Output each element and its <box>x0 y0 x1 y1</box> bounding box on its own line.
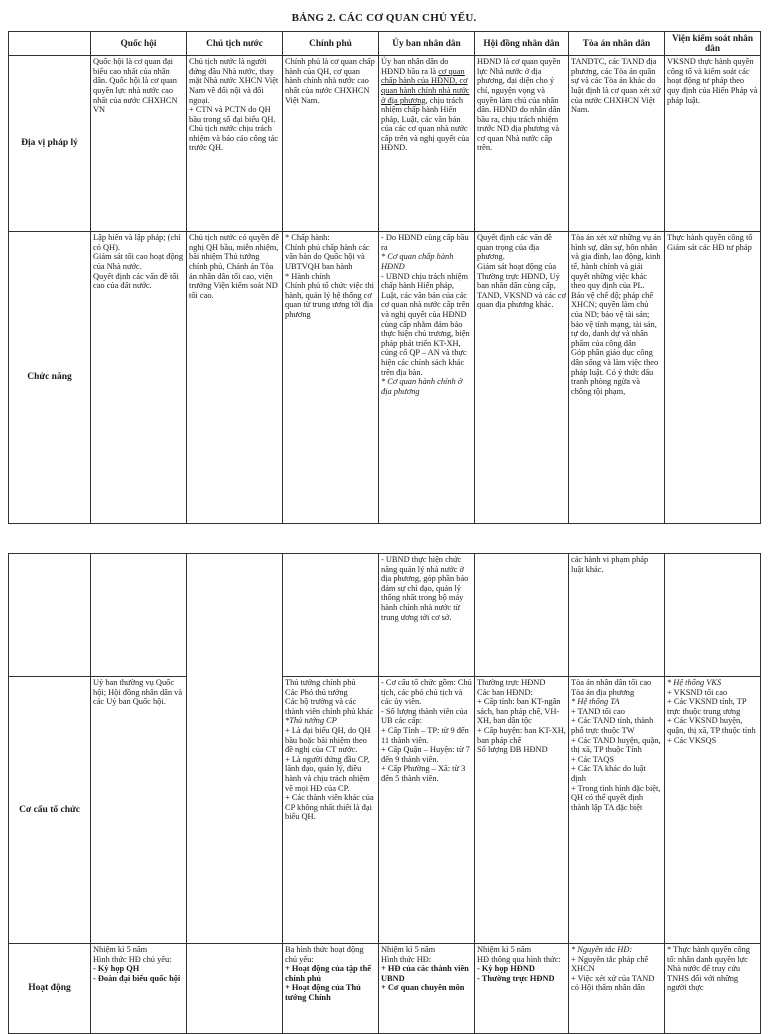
header-toa-an: Tòa án nhân dân <box>569 32 665 56</box>
cell <box>91 944 187 1034</box>
cell <box>569 677 665 944</box>
cell <box>665 554 761 677</box>
cell <box>91 677 187 944</box>
cell-line: * Hành chính <box>285 271 331 281</box>
cell-line: Thực hành quyền công tố <box>667 233 753 243</box>
cell <box>283 944 379 1034</box>
cell-line: Các ban HĐND: <box>477 687 533 697</box>
cell-line: + Việc xét xử của TAND có Hội thẩm nhân dân <box>571 973 655 993</box>
cell-line: + VKSND tối cao <box>667 687 728 697</box>
cell-line: + Là người đứng đầu CP, lãnh đạo, quản lý, điều hành và chịu trách nhiệm về mọi HĐ của CP. <box>285 754 370 793</box>
cell-line: HĐND là cơ quan quyền lực Nhà nước ở địa phương, đại diện cho ý chí, nguyện vọng và quyền làm chủ của nhân dân. HĐND do nhân dân bầu ra, chịu trách nhiệm trước ND địa phương và cơ quan Nhà nước cấp trên. <box>477 57 561 153</box>
cell-line: * Cơ quan chấp hành HĐND <box>381 252 454 271</box>
cell-line: Thường trực HĐND <box>477 678 546 687</box>
cell <box>569 232 665 524</box>
cell <box>569 554 665 677</box>
cell-line: Bảo vệ chế độ; pháp chế XHCN; quyền làm chủ của ND; bảo vệ tài sản; bảo vệ tính mạng, tài sản, tự do, danh dự và nhân phẩm của công dân <box>571 290 657 348</box>
cell-line: VKSND thực hành quyền công tố và kiểm soát các hoạt động tư pháp theo quy định của Hiến Pháp và pháp luật. <box>667 57 758 105</box>
cell-line: - Do HĐND cùng cấp bầu ra <box>381 233 469 252</box>
cell-line: * Thực hành quyền công tố: nhân danh quyền lực Nhà nước để truy cứu TNHS đối với những người thực <box>667 945 750 993</box>
cell-line: Giám sát hoạt động của Thường trực HĐND, Uỷ ban nhân dân cùng cấp, TAND, VKSND và các cơ quan địa phương khác. <box>477 261 566 310</box>
row-label-function: Chức năng <box>9 232 91 524</box>
cell-line: * Hệ thống VKS <box>667 678 722 687</box>
cell-line: Chính phủ chấp hành các văn bản do Quốc hội và UBTVQH ban hành <box>285 242 370 271</box>
cell-line: Các bộ trưởng và các thành viên chính phủ khác <box>285 697 374 716</box>
cell-line: * Chấp hành: <box>285 233 330 243</box>
cell-line: Chủ tịch nước có quyền đề nghị QH bầu, miễn nhiệm, bãi nhiệm Thủ tướng chính phủ, Chánh án Tòa án nhân dân tối cao, viện trưởng Viện kiểm soát ND tối cao. <box>189 233 280 300</box>
cell <box>91 554 187 677</box>
cell-line: + Cơ quan chuyên môn <box>381 983 465 993</box>
cell-line: - UBND thực hiện chức năng quản lý nhà nước ở địa phương, góp phần bảo đảm sự chỉ đạo, quản lý thống nhất trong bộ máy hành chính nhà nước từ trung ương tới cơ sở. <box>381 555 469 622</box>
cell-line: Thủ tướng chính phủ <box>285 678 356 687</box>
cell-line: + Là đại biểu QH, do QH bầu hoặc bãi nhiệm theo đề nghị của CT nước. <box>285 725 371 755</box>
row-label-empty <box>9 554 91 677</box>
header-hdnd: Hội đồng nhân dân <box>475 32 569 56</box>
table-row-function-cont <box>9 554 761 677</box>
cell-line: các hành vi phạm pháp luật khác. <box>571 555 649 574</box>
cell-line: Nhiệm kì 5 năm <box>381 945 436 954</box>
cell <box>283 554 379 677</box>
cell-line: - Đoàn đại biểu quốc hội <box>93 973 181 983</box>
cell-line: Ba hình thức hoạt động chủ yếu: <box>285 945 364 964</box>
cell-line: + TAND tối cao <box>571 706 625 716</box>
cell-line: Lập hiến và lập pháp; (chỉ có QH). <box>93 233 181 252</box>
table-row-structure <box>9 677 761 944</box>
cell <box>283 232 379 524</box>
header-chu-tich-nuoc: Chủ tịch nước <box>187 32 283 56</box>
cell-line: + Cấp Phường – Xã: từ 3 đến 5 thành viên. <box>381 764 466 783</box>
cell <box>665 232 761 524</box>
cell <box>283 56 379 232</box>
cell-line: + CTN và PCTN do QH bầu trong số đại biểu QH. <box>189 105 276 124</box>
cell-line: Tòa án xét xử những vụ án hình sự, dân sự, hôn nhân và gia đình, lao động, kinh tế, hành chính và giải quyết những việc khác theo quy định của PL. <box>571 233 662 291</box>
cell-line: + Các VKSND tỉnh, TP trực thuộc trung ương <box>667 697 747 716</box>
cell <box>187 944 283 1034</box>
cell-line: + Hoạt động của tập thể chính phủ <box>285 964 371 983</box>
cell-line: Chủ tịch nước chịu trách nhiệm và báo cáo công tác trước QH. <box>189 124 279 153</box>
cell <box>475 56 569 232</box>
cell <box>379 56 475 232</box>
cell-line: Giám sát tối cao hoạt động của Nhà nước. <box>93 252 184 271</box>
table-row-activity <box>9 944 761 1034</box>
cell-line: + Cấp Tỉnh – TP: từ 9 đến 11 thành viên. <box>381 725 469 745</box>
cell <box>475 944 569 1034</box>
header-quoc-hoi: Quốc hội <box>91 32 187 56</box>
header-chinh-phu: Chính phủ <box>283 32 379 56</box>
cell <box>475 232 569 524</box>
cell-line: + Các VKSND huyện, quận, thị xã, TP thuộc tỉnh <box>667 716 756 735</box>
cell-line: Uỷ ban thường vụ Quốc hội; Hội đồng nhân dân và các Uỷ ban Quốc hội. <box>93 678 183 707</box>
cell-line: + Cấp tỉnh: ban KT-ngân sách, ban pháp chế, VH-XH, ban dân tộc <box>477 697 561 726</box>
cell <box>569 56 665 232</box>
row-label-activity: Hoạt động <box>9 944 91 1034</box>
cell-line: Tòa án địa phương <box>571 687 635 697</box>
cell-line: HĐ thông qua hình thức: <box>477 954 561 964</box>
cell <box>283 677 379 944</box>
table-row-function <box>9 232 761 524</box>
cell-line: - Số lượng thành viên của UB các cấp: <box>381 706 468 726</box>
cell-line: + Nguyên tắc pháp chế XHCN <box>571 954 649 974</box>
cell-line: Chính phủ tổ chức việc thi hành, quản lý hệ thống cơ quan từ trung ương tới địa phương <box>285 281 374 319</box>
cell-line: * Hệ thống TA <box>571 697 620 707</box>
cell-line: Góp phần giáo dục công dân sống và làm việc theo pháp luật. Có ý thức đấu tranh phòng ngừa và chống tội phạm, <box>571 348 659 396</box>
header-row <box>9 32 761 56</box>
cell <box>379 232 475 524</box>
page-title: BẢNG 2. CÁC CƠ QUAN CHỦ YẾU. <box>291 12 477 24</box>
cell-line: + Các VKSQS <box>667 735 717 745</box>
cell-line: - Kỳ họp QH <box>93 964 140 974</box>
cell-line: + Các TA khác do luật định <box>571 764 646 783</box>
cell <box>475 554 569 677</box>
cell-line: + Cấp huyện: ban KT-XH, ban pháp chế <box>477 725 566 745</box>
cell-line: - Kỳ họp HĐND <box>477 964 535 974</box>
cell-line: Hình thức HĐ: <box>381 954 432 964</box>
cell-line: Quyết định các vấn đề tối cao của đất nước. <box>93 271 179 291</box>
row-label-structure: Cơ cấu tổ chức <box>9 677 91 944</box>
cell-line: Tòa án nhân dân tối cao <box>571 678 652 687</box>
cell-line: - Cơ cấu tổ chức gồm: Chủ tịch, các phó chủ tịch và các ủy viên. <box>381 678 472 707</box>
cell <box>569 944 665 1034</box>
cell <box>665 677 761 944</box>
cell-line: - UBND chịu trách nhiệm chấp hành Hiến pháp, Luật, các văn bản của các cơ quan nhà nước cấp trên và nghị quyết của HĐND cùng cấp nhằm đảm bảo thực hiện chủ trương, biện pháp phát triển KT-XH, củng cố QP – AN và thực hiện các chính sách khác trên địa bàn. <box>381 271 470 377</box>
cell <box>665 56 761 232</box>
cell-line: - Thường trực HĐND <box>477 973 555 983</box>
cell <box>91 232 187 524</box>
cell <box>187 232 283 524</box>
cell <box>379 554 475 677</box>
cell-line: Ủy ban nhân dân do HĐND bầu ra là cơ quan chấp hành của HĐND, cơ quan hành chính nhà nước ở địa phương, chịu trách nhiệm chấp hành Hiến pháp, Luật, các văn bản của các cơ quan nhà nước cấp trên và nghị quyết của HĐND. <box>381 57 470 153</box>
cell-line: Giám sát các HĐ tư pháp <box>667 242 752 252</box>
cell-line: + HĐ của các thành viên UBND <box>381 964 469 983</box>
cell <box>379 677 475 944</box>
cell <box>475 677 569 944</box>
cell-line: * Nguyên tắc HĐ: <box>571 945 633 954</box>
cell-line: Chủ tịch nước là người đứng đầu Nhà nước, thay mặt Nhà nước XHCN Việt Nam về đối nội và đối ngoại. <box>189 57 279 105</box>
cell-line: + Hoạt động của Thủ tướng Chính <box>285 983 361 1002</box>
cell-line: TANDTC, các TAND địa phương, các Tòa án quân sự và các Tòa án khác do luật định là cơ quan xét xử của nước CHXHCN Việt Nam. <box>571 57 661 115</box>
cell <box>379 944 475 1034</box>
cell-line: * Cơ quan hành chính ở địa phương <box>381 377 463 396</box>
table-part-2 <box>8 553 761 1034</box>
cell-line: + Các thành viên khác của CP không nhất thiết là đại biểu QH. <box>285 793 374 822</box>
cell-line: + Các TAQS <box>571 754 614 764</box>
cell <box>665 944 761 1034</box>
cell-line: Nhiệm kì 5 năm <box>93 945 148 954</box>
cell-line: Các Phó thủ tướng <box>285 687 348 697</box>
cell <box>187 56 283 232</box>
cell-line: + Các TAND huyện, quận, thị xã, TP thuộc Tỉnh <box>571 735 661 755</box>
cell-line: Hình thức HĐ chủ yếu: <box>93 954 172 964</box>
cell-line: + Cấp Quận – Huyện: từ 7 đến 9 thành viên. <box>381 745 470 764</box>
cell <box>187 554 283 944</box>
cell <box>91 56 187 232</box>
cell-line: *Thủ tướng CP <box>285 716 337 726</box>
header-vien-kiem-soat: Viện kiểm soát nhân dân <box>665 32 761 56</box>
cell-line: + Các TAND tỉnh, thành phố trực thuộc TW <box>571 716 654 735</box>
cell-line: Nhiệm kì 5 năm <box>477 945 532 954</box>
cell-line: Quốc hội là cơ quan đại biểu cao nhất của nhân dân. Quốc hội là cơ quan quyền lực nhà nước cao nhất của nước CHXHCN VN <box>93 57 178 115</box>
header-ubnd: Ủy ban nhân dân <box>379 32 475 56</box>
cell-line: Số lượng ĐB HĐND <box>477 745 548 755</box>
table-row-legal-status <box>9 56 761 232</box>
cell-line: Quyết định các vấn đề quan trọng của địa phương. <box>477 233 552 262</box>
row-label-legal-status: Địa vị pháp lý <box>9 56 91 232</box>
header-corner <box>9 32 91 56</box>
table-part-1 <box>8 31 761 524</box>
cell-line: + Trong tình hình đặc biệt, QH có thể quyết định thành lập TA đặc biệt <box>571 783 661 812</box>
cell-line: Chính phủ là cơ quan chấp hành của QH, cơ quan hành chính nhà nước cao nhất của nước CHXHCN Việt Nam. <box>285 57 375 105</box>
